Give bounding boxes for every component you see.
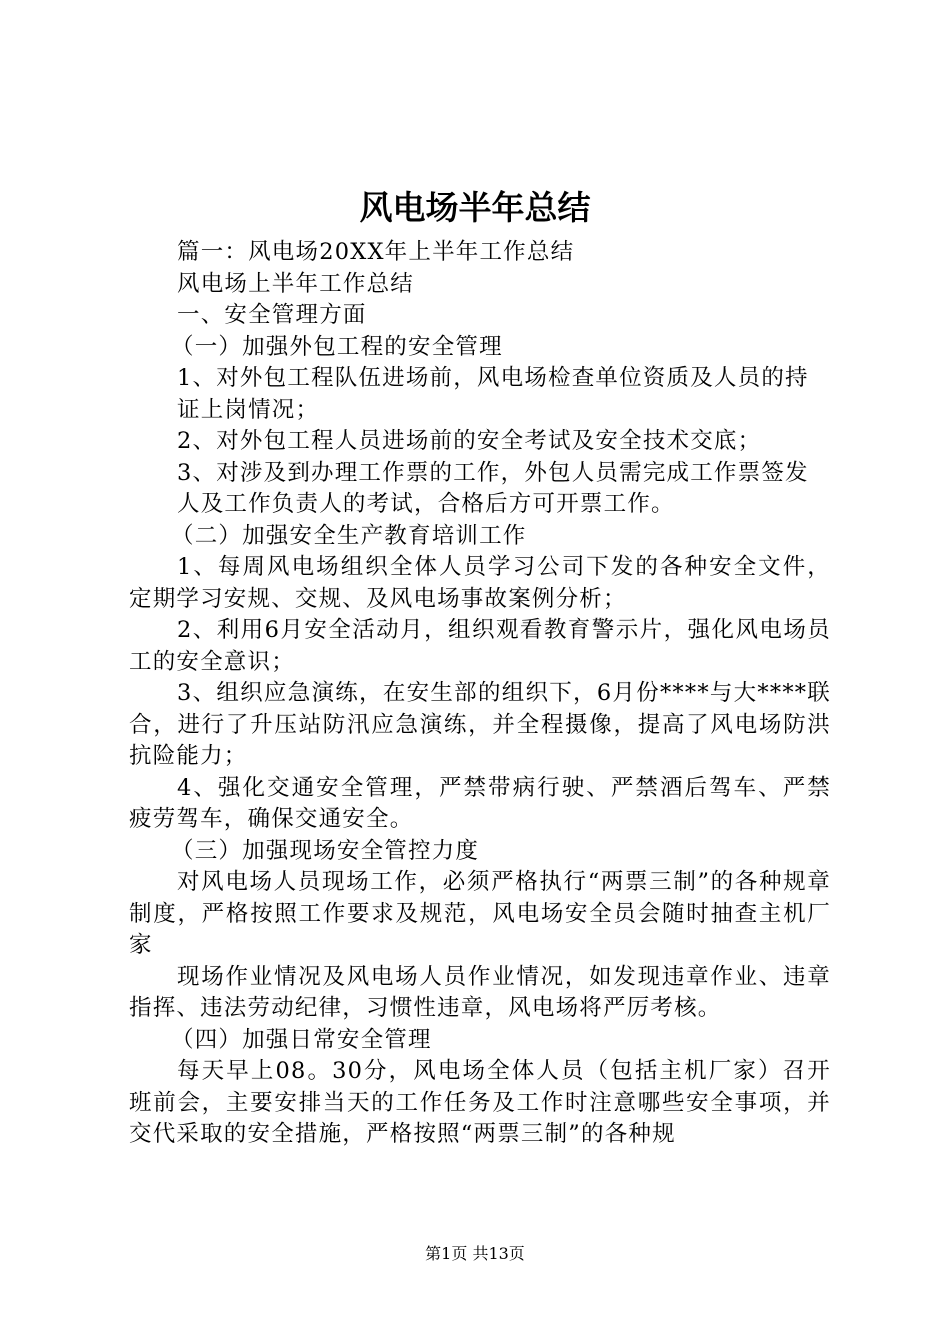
paragraph: 现场作业情况及风电场人员作业情况，如发现违章作业、违章指挥、违法劳动纪律，习惯性违章，风电场将严厉考核。 — [129, 963, 831, 1021]
paragraph: 3、组织应急演练，在安生部的组织下，6月份****与大****联合，进行了升压站防汛应急演练，并全程摄像，提高了风电场防洪抗险能力； — [129, 680, 831, 769]
paragraph: 每天早上08。30分，风电场全体人员（包括主机厂家）召开班前会，主要安排当天的工作任务及工作时注意哪些安全事项，并交代采取的安全措施，严格按照“两票三制”的各种规 — [129, 1058, 831, 1147]
paragraph: 2、对外包工程人员进场前的安全考试及安全技术交底； — [177, 428, 762, 454]
section-heading: （一）加强外包工程的安全管理 — [171, 333, 503, 360]
page-number-footer: 第1页 共13页 — [425, 1244, 525, 1263]
paragraph: 3、对涉及到办理工作票的工作，外包人员需完成工作票签发 — [177, 459, 809, 486]
paragraph: 2、利用6月安全活动月，组织观看教育警示片，强化风电场员工的安全意识； — [129, 617, 831, 675]
paragraph: 人及工作负责人的考试，合格后方可开票工作。 — [177, 491, 675, 517]
paragraph: 证上岗情况； — [177, 396, 320, 423]
paragraph: 1、每周风电场组织全体人员学习公司下发的各种安全文件，定期学习安规、交规、及风电场事故案例分析； — [129, 554, 831, 612]
paragraph: 风电场上半年工作总结 — [177, 270, 415, 297]
paragraph: 对风电场人员现场工作，必须严格执行“两票三制”的各种规章制度，严格按照工作要求及规范，风电场安全员会随时抽查主机厂家 — [129, 869, 831, 958]
document-body — [129, 237, 831, 1151]
paragraph: 4、强化交通安全管理，严禁带病行驶、严禁酒后驾车、严禁疲劳驾车，确保交通安全。 — [129, 774, 831, 832]
section-heading: （二）加强安全生产教育培训工作 — [171, 522, 527, 549]
document-title: 风电场半年总结 — [359, 188, 591, 227]
paragraph: 一、安全管理方面 — [177, 302, 367, 328]
section-heading: （四）加强日常安全管理 — [171, 1026, 432, 1053]
paragraph: 篇一：风电场20XX年上半年工作总结 — [177, 239, 575, 265]
section-heading: （三）加强现场安全管控力度 — [171, 837, 480, 864]
paragraph: 1、对外包工程队伍进场前，风电场检查单位资质及人员的持 — [177, 365, 809, 391]
